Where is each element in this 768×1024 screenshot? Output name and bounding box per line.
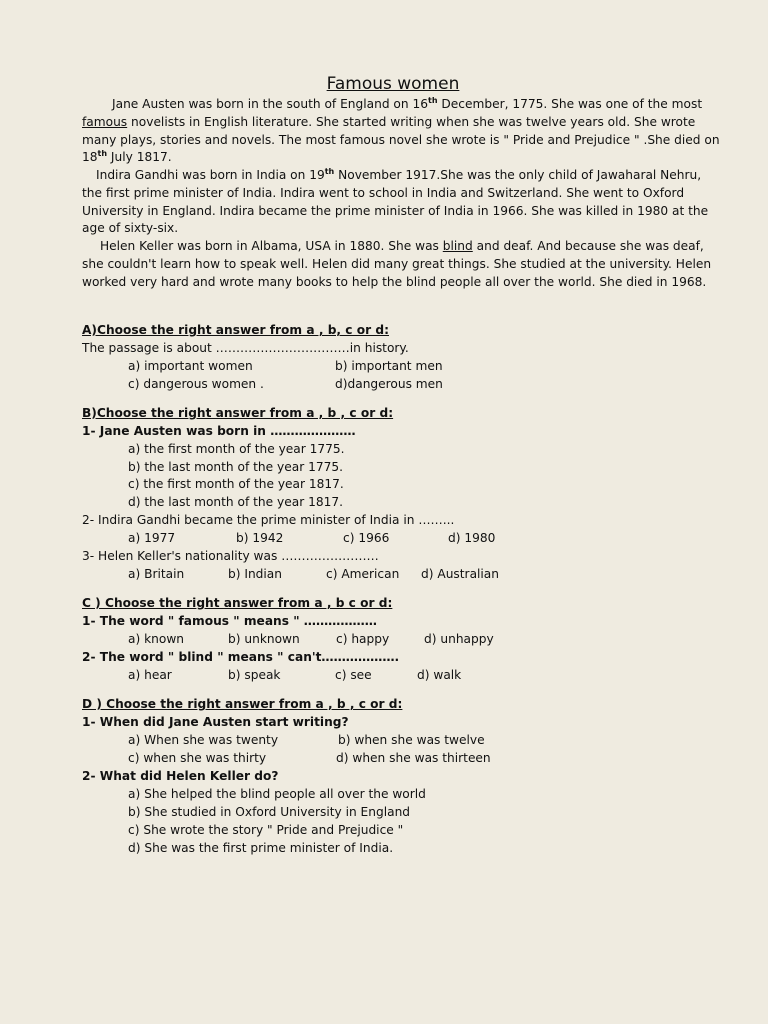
section-b-question-3: 3- Helen Keller's nationality was …………………… — [82, 549, 379, 563]
section-c-heading: C ) Choose the right answer from a , b c or d: — [82, 596, 393, 610]
passage-text: Helen Keller was born in Albama, USA in 1880. She was — [100, 239, 443, 253]
ordinal-suffix: th — [97, 149, 108, 159]
passage-paragraph-indira-gandhi — [82, 167, 722, 238]
answer-option[interactable]: b) the last month of the year 1775. — [128, 460, 343, 474]
answer-option[interactable]: b) She studied in Oxford University in England — [128, 805, 411, 819]
section-c-question-1: 1- The word " famous " means " ……………… — [82, 614, 377, 628]
answer-option[interactable]: b) when she was twelve — [338, 733, 485, 747]
passage-text: and deaf. And because she was deaf, she couldn't learn how to speak well. Helen did many great things. She studied at the university. Helen worked very hard and wrote many books to help the blind people all over the world. She died in 1968. — [82, 239, 712, 289]
answer-option[interactable]: d) when she was thirteen — [336, 751, 491, 765]
answer-option[interactable]: c) 1966 — [343, 531, 390, 545]
answer-option[interactable]: a) hear — [128, 668, 172, 682]
answer-option[interactable]: b) unknown — [228, 632, 300, 646]
answer-option[interactable]: d) She was the first prime minister of India. — [128, 841, 394, 855]
answer-option[interactable]: c) see — [335, 668, 372, 682]
passage-paragraph-helen-keller — [82, 238, 722, 291]
answer-option[interactable]: b) speak — [228, 668, 281, 682]
page-title: Famous women — [326, 74, 460, 94]
answer-option[interactable]: a) When she was twenty — [128, 733, 279, 747]
section-a-heading: A)Choose the right answer from a , b, c or d: — [82, 323, 389, 337]
answer-option[interactable]: a) Britain — [128, 567, 185, 581]
answer-option[interactable]: a) 1977 — [128, 531, 176, 545]
answer-option[interactable]: b) Indian — [228, 567, 282, 581]
section-d-question-2: 2- What did Helen Keller do? — [82, 769, 279, 783]
answer-option[interactable]: c) She wrote the story " Pride and Prejudice " — [128, 823, 404, 837]
section-b-question-1: 1- Jane Austen was born in ………………… — [82, 424, 356, 438]
section-d-heading: D ) Choose the right answer from a , b , c or d: — [82, 697, 403, 711]
underlined-word-blind: blind — [442, 239, 473, 253]
answer-option[interactable]: d)dangerous men — [335, 377, 443, 391]
ordinal-suffix: th — [324, 166, 335, 176]
answer-option[interactable]: a) known — [128, 632, 185, 646]
answer-option[interactable]: d) the last month of the year 1817. — [128, 495, 343, 509]
answer-option[interactable]: c) when she was thirty — [128, 751, 267, 765]
answer-option[interactable]: d) unhappy — [424, 632, 494, 646]
answer-option[interactable]: d) Australian — [421, 567, 499, 581]
ordinal-suffix: th — [428, 95, 438, 105]
underlined-word-famous: famous — [82, 114, 128, 129]
answer-option[interactable]: c) happy — [336, 632, 390, 646]
answer-option[interactable]: b) important men — [335, 359, 443, 373]
answer-option[interactable]: c) dangerous women . — [128, 377, 264, 391]
passage-text: December, 1775. She was one of the most — [437, 97, 703, 111]
answer-option[interactable]: a) important women — [128, 359, 253, 373]
passage-text: novelists in English literature. She started writing when she was twelve years old. She wrote many plays, stories and novels. The most famous novel she wrote is " Pride and Prejudice " .She died on 18 — [82, 114, 720, 165]
passage-text: November 1917.She was the only child of Jawaharal Nehru, the first prime minister of India. Indira went to school in India and Switzerland. She went to Oxford University in England. Indira became the prime minister of India in 1966. She was killed in 1980 at the age of sixty-six. — [82, 168, 709, 236]
section-c-question-2: 2- The word " blind " means " can't………………. — [82, 650, 400, 664]
answer-option[interactable]: b) 1942 — [236, 531, 284, 545]
answer-option[interactable]: d) walk — [417, 668, 462, 682]
passage-paragraph-jane-austen — [82, 96, 722, 167]
answer-option[interactable]: a) the first month of the year 1775. — [128, 442, 345, 456]
passage-text: Indira Gandhi was born in India on 19 — [96, 168, 325, 182]
section-d-question-1: 1- When did Jane Austen start writing? — [82, 715, 349, 729]
section-b-question-2: 2- Indira Gandhi became the prime minister of India in ……... — [82, 513, 455, 527]
answer-option[interactable]: a) She helped the blind people all over the world — [128, 787, 426, 801]
section-a-question: The passage is about ……………………………in history. — [82, 341, 409, 355]
passage-text: Jane Austen was born in the south of England on 16 — [112, 97, 428, 111]
section-b-heading: B)Choose the right answer from a , b , c or d: — [82, 406, 394, 420]
answer-option[interactable]: c) American — [326, 567, 400, 581]
passage-text: July 1817. — [107, 150, 172, 165]
answer-option[interactable]: c) the first month of the year 1817. — [128, 477, 344, 491]
answer-option[interactable]: d) 1980 — [448, 531, 496, 545]
